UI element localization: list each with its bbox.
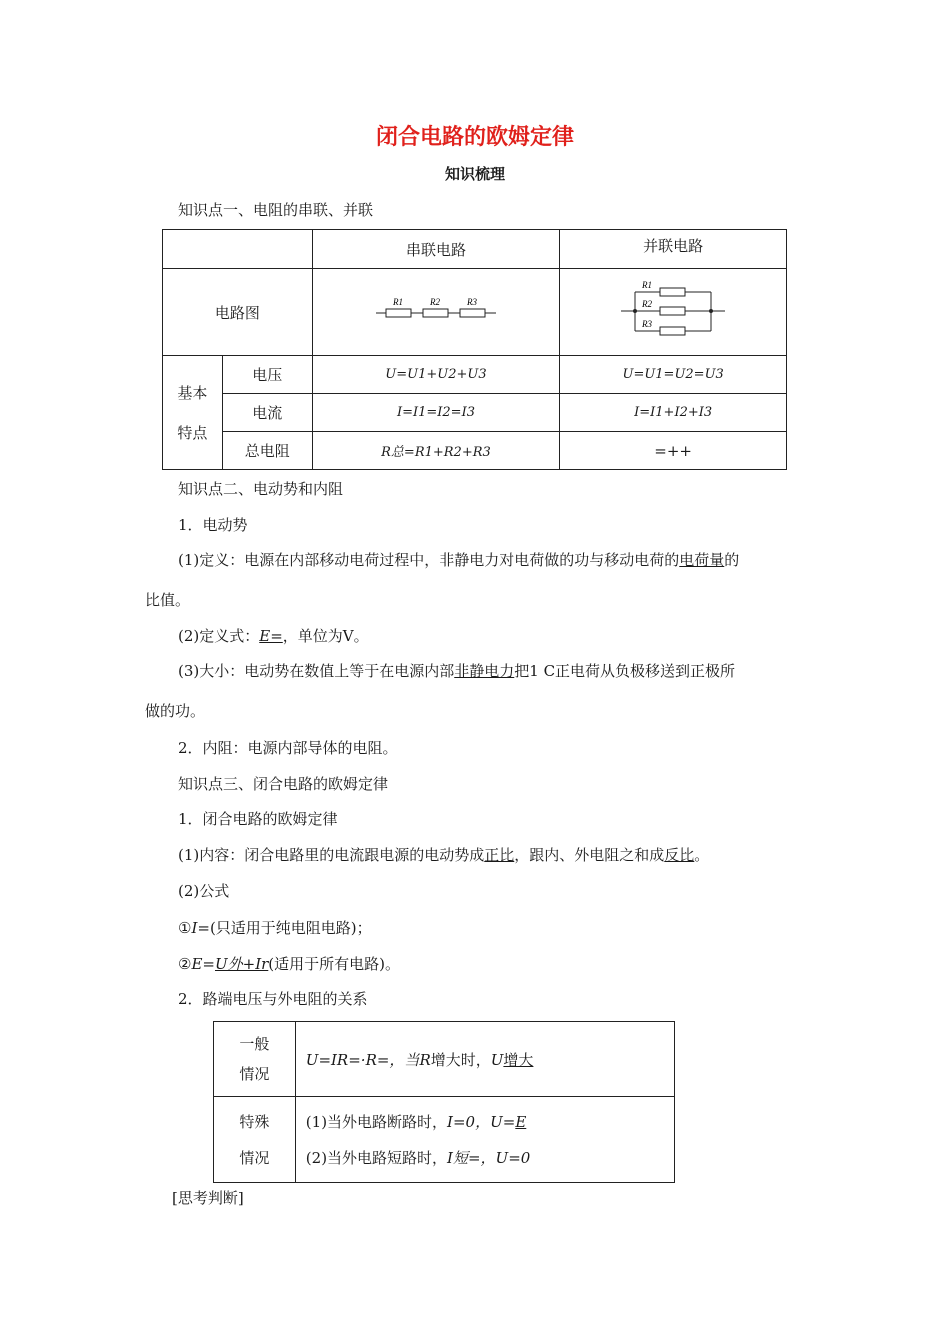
row-label-voltage: 电压 [222, 356, 312, 394]
resistor-r3 [460, 309, 485, 317]
row-label-diagram: 电路图 [163, 269, 313, 356]
group-label-line2: 特点 [177, 423, 208, 442]
section1-heading: 知识点一、电阻的串联、并联 [178, 201, 374, 219]
parallel-current: I=I1+I2+I3 [560, 394, 787, 432]
series-current: I=I1=I2=I3 [312, 394, 560, 432]
header-series: 串联电路 [312, 230, 560, 269]
series-circuit-diagram [312, 269, 560, 356]
underlined-emf-formula: E= [259, 627, 283, 645]
page-title: 闭合电路的欧姆定律 [375, 125, 574, 150]
section3-heading: 知识点三、闭合电路的欧姆定律 [178, 775, 389, 793]
resistor-r1-parallel [660, 288, 685, 296]
parallel-circuit-svg [618, 279, 728, 341]
underlined-increase: 增大 [503, 1050, 534, 1069]
label-r2-parallel: R2 [642, 299, 653, 309]
emf-definition-line1: (1)定义：电源在内部移动电荷过程中，非静电力对电荷做的功与移动电荷的电荷量的 [178, 551, 740, 569]
general-case-text: U=IR=·R=，当R增大时，U增大 [295, 1022, 674, 1097]
group-label-cell [163, 356, 223, 470]
row-label-resistance: 总电阻 [222, 432, 312, 470]
label-r1: R1 [392, 297, 403, 307]
resistor-r1 [386, 309, 411, 317]
underlined-inverse: 反比 [664, 846, 695, 864]
general-case-label: 一般 情况 [214, 1022, 296, 1097]
special-case-label: 特殊 情况 [214, 1097, 296, 1183]
emf-size-line2: 做的功。 [145, 702, 206, 720]
resistor-r2 [423, 309, 448, 317]
label-r3: R3 [466, 297, 477, 307]
label-r2: R2 [429, 297, 440, 307]
series-resistance: R总=R1+R2+R3 [312, 432, 560, 470]
ohms-law-item: 1．闭合电路的欧姆定律 [178, 810, 338, 828]
group-label-line1: 基本 [177, 383, 208, 402]
underlined-nonelectrostatic: 非静电力 [454, 662, 515, 680]
emf-size-line1: (3)大小：电动势在数值上等于在电源内部非静电力把1 C正电荷从负极移送到正极所 [178, 662, 736, 680]
formula-1: ①I=(只适用于纯电阻电路)； [178, 919, 372, 937]
special-case-text: (1)当外电路断路时，I=0，U=E (2)当外电路短路时，I短=，U=0 [295, 1097, 674, 1183]
header-parallel: 并联电路 [560, 230, 787, 269]
resistor-r3-parallel [660, 327, 685, 335]
underlined-e: E [515, 1112, 527, 1131]
underlined-proportional: 正比 [484, 846, 515, 864]
think-judge-label: [思考判断] [172, 1189, 244, 1207]
parallel-circuit-diagram [560, 269, 787, 356]
page-subtitle: 知识梳理 [444, 165, 505, 183]
emf-definition-line2: 比值。 [145, 591, 191, 609]
ohms-law-content: (1)内容：闭合电路里的电流跟电源的电动势成正比，跟内、外电阻之和成反比。 [178, 846, 710, 864]
table-corner-cell [163, 230, 313, 269]
label-r1-parallel: R1 [642, 280, 653, 290]
label-r3-parallel: R3 [642, 319, 653, 329]
underlined-terminal-voltage: U外+Ir [214, 955, 269, 973]
terminal-voltage-item: 2．路端电压与外电阻的关系 [178, 990, 368, 1008]
parallel-resistance: =++ [560, 432, 787, 470]
parallel-voltage: U=U1=U2=U3 [560, 356, 787, 394]
series-circuit-svg [371, 295, 501, 325]
emf-item: 1．电动势 [178, 516, 248, 534]
underlined-charge: 电荷量 [679, 551, 725, 569]
resistor-r2-parallel [660, 307, 685, 315]
emf-formula-line: (2)定义式：E=，单位为V。 [178, 627, 369, 645]
section2-heading: 知识点二、电动势和内阻 [178, 480, 344, 498]
formula-heading: (2)公式 [178, 882, 230, 900]
series-voltage: U=U1+U2+U3 [312, 356, 560, 394]
internal-resistance-item: 2．内阻：电源内部导体的电阻。 [178, 739, 398, 757]
terminal-voltage-table [213, 1021, 675, 1183]
row-label-current: 电流 [222, 394, 312, 432]
formula-2: ②E=U外+Ir(适用于所有电路)。 [178, 955, 401, 973]
series-parallel-table [162, 229, 787, 470]
